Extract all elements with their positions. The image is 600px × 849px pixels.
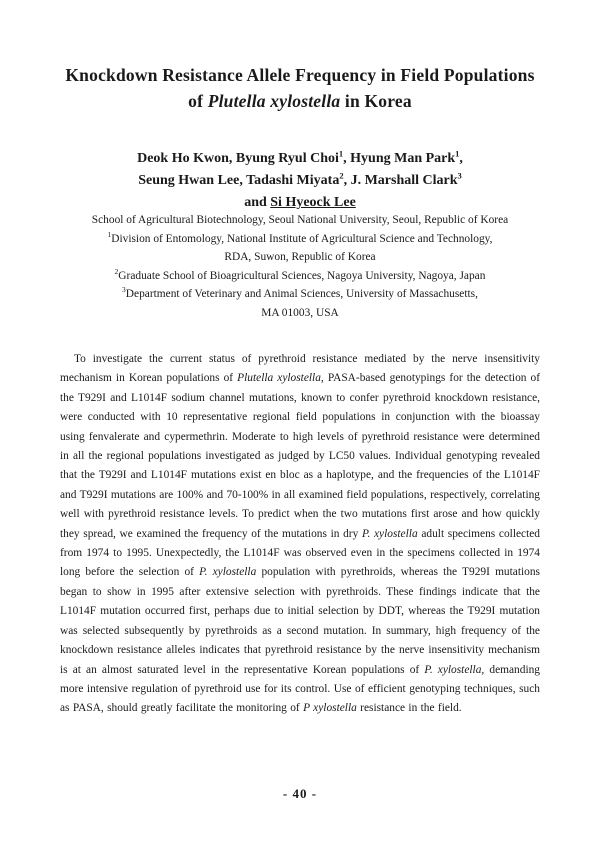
author-park-affiliation-mark: 1 bbox=[455, 148, 460, 159]
abstract-text-5: demanding more intensive regulation of pyrethroid use for its control. Use of efficient genotyping techniques, such as PASA, should greatly facilitate the monitoring of bbox=[60, 663, 541, 715]
author-lee-sh: Seung Hwan Lee, bbox=[138, 173, 247, 188]
author-kwon: Deok Ho Kwon, bbox=[137, 151, 236, 166]
species-name: Plutella xylostella bbox=[237, 372, 321, 385]
affiliation-1-mark: 1 bbox=[107, 229, 112, 239]
abstract-text-4: population with pyrethroids, whereas the T929I mutations began to show in 1995 after extensive selection with pyrethroids. These findings indicate that the L1014F mutation occurred first, perhaps due to initial selection by DDT, whereas the T929I mutation was selected subsequently by pyrethroids as a second mutation. In summary, high frequency of the knockdown resistance alleles indicates that pyrethroid resistance by the nerve insensitivity mechanism is at an almost saturated level in the representative Korean populations of bbox=[60, 566, 540, 676]
title-line-1: Knockdown Resistance Allele Frequency in Field Populations bbox=[65, 65, 535, 85]
author-park: Hyung Man Park bbox=[350, 151, 456, 166]
author-list bbox=[40, 148, 560, 214]
title-species-name: Plutella xylostella bbox=[207, 91, 341, 111]
affiliation-1-line-1: Division of Entomology, National Institute of Agricultural Science and Technology, bbox=[111, 232, 493, 245]
abstract-paragraph bbox=[60, 350, 540, 719]
author-miyata: Tadashi Miyata bbox=[246, 173, 340, 188]
author-miyata-affiliation-mark: 2 bbox=[339, 170, 344, 181]
author-and: and bbox=[244, 195, 271, 210]
abstract-text-2: , PASA-based genotypings for the detection of the T929I and L1014F sodium channel mutations, known to confer pyrethroid knockdown resistance, were conducted with 10 representative regional field populations in conjunction with the bioassay using fenvalerate and cypermethrin. Moderate to high levels of pyrethroid resistance were determined in all the regional populations investigated as judged by LC50 values. Individual genotyping revealed that the T929I and L1014F mutations exist en bloc as a haplotype, and the frequencies of the L1014F and T929I mutations are 100% and 70-100% in all examined field populations, respectively, correlating well with pyrethroid resistance levels. To predict when the two mutations first arose and how quickly they spread, we examined the frequency of the mutations in dry bbox=[60, 372, 540, 540]
species-name: P. xylostella, bbox=[424, 663, 485, 676]
abstract-text-6: resistance in the field. bbox=[356, 702, 462, 715]
affiliation-1-line-2: RDA, Suwon, Republic of Korea bbox=[224, 251, 376, 264]
species-name: P. xylostella bbox=[361, 527, 418, 540]
author-clark-affiliation-mark: 3 bbox=[457, 170, 462, 181]
title-line-2-suffix: in Korea bbox=[340, 91, 412, 111]
affiliation-2-mark: 2 bbox=[114, 266, 119, 276]
corresponding-author-lee: Si Hyeock Lee bbox=[270, 195, 356, 210]
species-name: P. xylostella bbox=[199, 566, 257, 579]
author-separator: , bbox=[343, 151, 351, 166]
author-choi: Byung Ryul Choi bbox=[235, 151, 339, 166]
affiliation-2: Graduate School of Bioagricultural Sciences, Nagoya University, Nagoya, Japan bbox=[118, 269, 486, 282]
author-clark: J. Marshall Clark bbox=[350, 173, 458, 188]
affiliation-3-line-2: MA 01003, USA bbox=[261, 306, 339, 319]
paper-title bbox=[40, 62, 560, 114]
affiliation-list bbox=[40, 211, 560, 323]
author-separator: , bbox=[343, 173, 351, 188]
author-choi-affiliation-mark: 1 bbox=[338, 148, 344, 159]
species-name: P xylostella bbox=[303, 702, 357, 715]
affiliation-3-line-1: Department of Veterinary and Animal Sciences, University of Massachusetts, bbox=[125, 288, 478, 301]
affiliation-0: School of Agricultural Biotechnology, Seoul National University, Seoul, Republic of Korea bbox=[91, 214, 509, 226]
page-number: - 40 - bbox=[282, 786, 318, 801]
author-separator: , bbox=[459, 151, 463, 166]
abstract-text-3: adult specimens collected from 1974 to 1995. Unexpectedly, the L1014F was observed even in the specimens collected in 1974 long before the selection of bbox=[60, 527, 541, 579]
affiliation-3-mark: 3 bbox=[122, 285, 126, 295]
title-line-2-prefix: of bbox=[188, 91, 208, 111]
abstract-text-1: To investigate the current status of pyrethroid resistance mediated by the nerve insensitivity mechanism in Korean populations of bbox=[60, 353, 540, 385]
